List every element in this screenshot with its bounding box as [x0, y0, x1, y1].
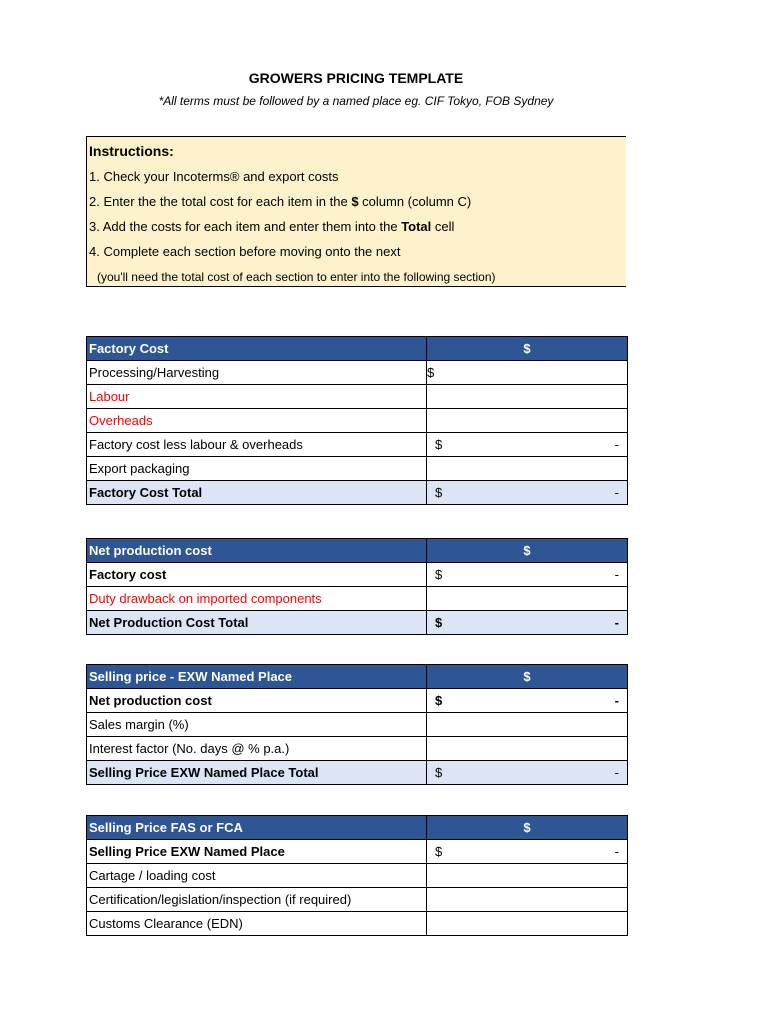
total-row: [87, 761, 628, 785]
exw-header: [87, 665, 628, 689]
amount-cell[interactable]: [427, 912, 628, 936]
net-production-header: [87, 539, 628, 563]
table-row: [87, 713, 628, 737]
page-subtitle: *All terms must be followed by a named place eg. CIF Tokyo, FOB Sydney: [158, 94, 554, 108]
section-title: Selling price - EXW Named Place: [87, 665, 427, 689]
total-label: Selling Price EXW Named Place Total: [87, 761, 427, 785]
exw-selling-price-table: [86, 664, 628, 785]
row-label: Interest factor (No. days @ % p.a.): [87, 737, 427, 761]
amount-cell[interactable]: [427, 864, 628, 888]
table-row: [87, 361, 628, 385]
table-row: [87, 689, 628, 713]
instruction-step-1: 1. Check your Incoterms® and export costs: [89, 169, 339, 184]
amount-cell[interactable]: $ -: [427, 689, 628, 713]
table-row: [87, 563, 628, 587]
total-amount-cell[interactable]: $ -: [427, 481, 628, 505]
amount-cell[interactable]: [427, 457, 628, 481]
factory-cost-header: [87, 337, 628, 361]
instruction-step-3: 3. Add the costs for each item and enter them into the Total cell: [89, 219, 455, 234]
row-label: Customs Clearance (EDN): [87, 912, 427, 936]
amount-cell[interactable]: $ -: [427, 840, 628, 864]
total-amount-cell[interactable]: $ -: [427, 611, 628, 635]
section-title: Net production cost: [87, 539, 427, 563]
row-label: Processing/Harvesting: [87, 361, 427, 385]
amount-cell[interactable]: [427, 587, 628, 611]
currency-header: $: [427, 539, 628, 563]
amount-cell[interactable]: [427, 888, 628, 912]
section-title: Selling Price FAS or FCA: [87, 816, 427, 840]
table-row: [87, 587, 628, 611]
row-label: Factory cost less labour & overheads: [87, 433, 427, 457]
currency-header: $: [427, 816, 628, 840]
instructions-box: [86, 136, 626, 287]
row-label: Duty drawback on imported components: [87, 587, 427, 611]
factory-cost-table: [86, 336, 628, 505]
total-label: Net Production Cost Total: [87, 611, 427, 635]
amount-cell[interactable]: [427, 409, 628, 433]
amount-cell[interactable]: [427, 737, 628, 761]
row-label: Cartage / loading cost: [87, 864, 427, 888]
total-amount-cell[interactable]: $ -: [427, 761, 628, 785]
table-row: [87, 385, 628, 409]
instruction-step-2: 2. Enter the the total cost for each item in the $ column (column C): [89, 194, 472, 209]
fas-fca-selling-price-table: [86, 815, 628, 936]
currency-header: $: [427, 337, 628, 361]
table-row: [87, 888, 628, 912]
instruction-step-4: 4. Complete each section before moving onto the next: [89, 244, 401, 259]
instructions-heading: Instructions:: [89, 143, 174, 159]
row-label: Selling Price EXW Named Place: [87, 840, 427, 864]
amount-cell[interactable]: $ -: [427, 563, 628, 587]
amount-cell[interactable]: [427, 385, 628, 409]
table-row: [87, 433, 628, 457]
total-label: Factory Cost Total: [87, 481, 427, 505]
row-label: Factory cost: [87, 563, 427, 587]
currency-header: $: [427, 665, 628, 689]
fas-fca-header: [87, 816, 628, 840]
instruction-note: (you'll need the total cost of each section to enter into the following section): [97, 270, 496, 284]
net-production-table: [86, 538, 628, 635]
table-row: [87, 737, 628, 761]
row-label: Export packaging: [87, 457, 427, 481]
table-row: [87, 912, 628, 936]
amount-cell[interactable]: $ -: [427, 433, 628, 457]
table-row: [87, 409, 628, 433]
total-row: [87, 481, 628, 505]
table-row: [87, 840, 628, 864]
section-title: Factory Cost: [87, 337, 427, 361]
amount-cell[interactable]: [427, 713, 628, 737]
table-row: [87, 457, 628, 481]
total-row: [87, 611, 628, 635]
row-label: Overheads: [87, 409, 427, 433]
table-row: [87, 864, 628, 888]
amount-cell[interactable]: $: [427, 361, 628, 385]
row-label: Labour: [87, 385, 427, 409]
row-label: Certification/legislation/inspection (if required): [87, 888, 427, 912]
page-title: GROWERS PRICING TEMPLATE: [248, 70, 464, 86]
row-label: Sales margin (%): [87, 713, 427, 737]
row-label: Net production cost: [87, 689, 427, 713]
